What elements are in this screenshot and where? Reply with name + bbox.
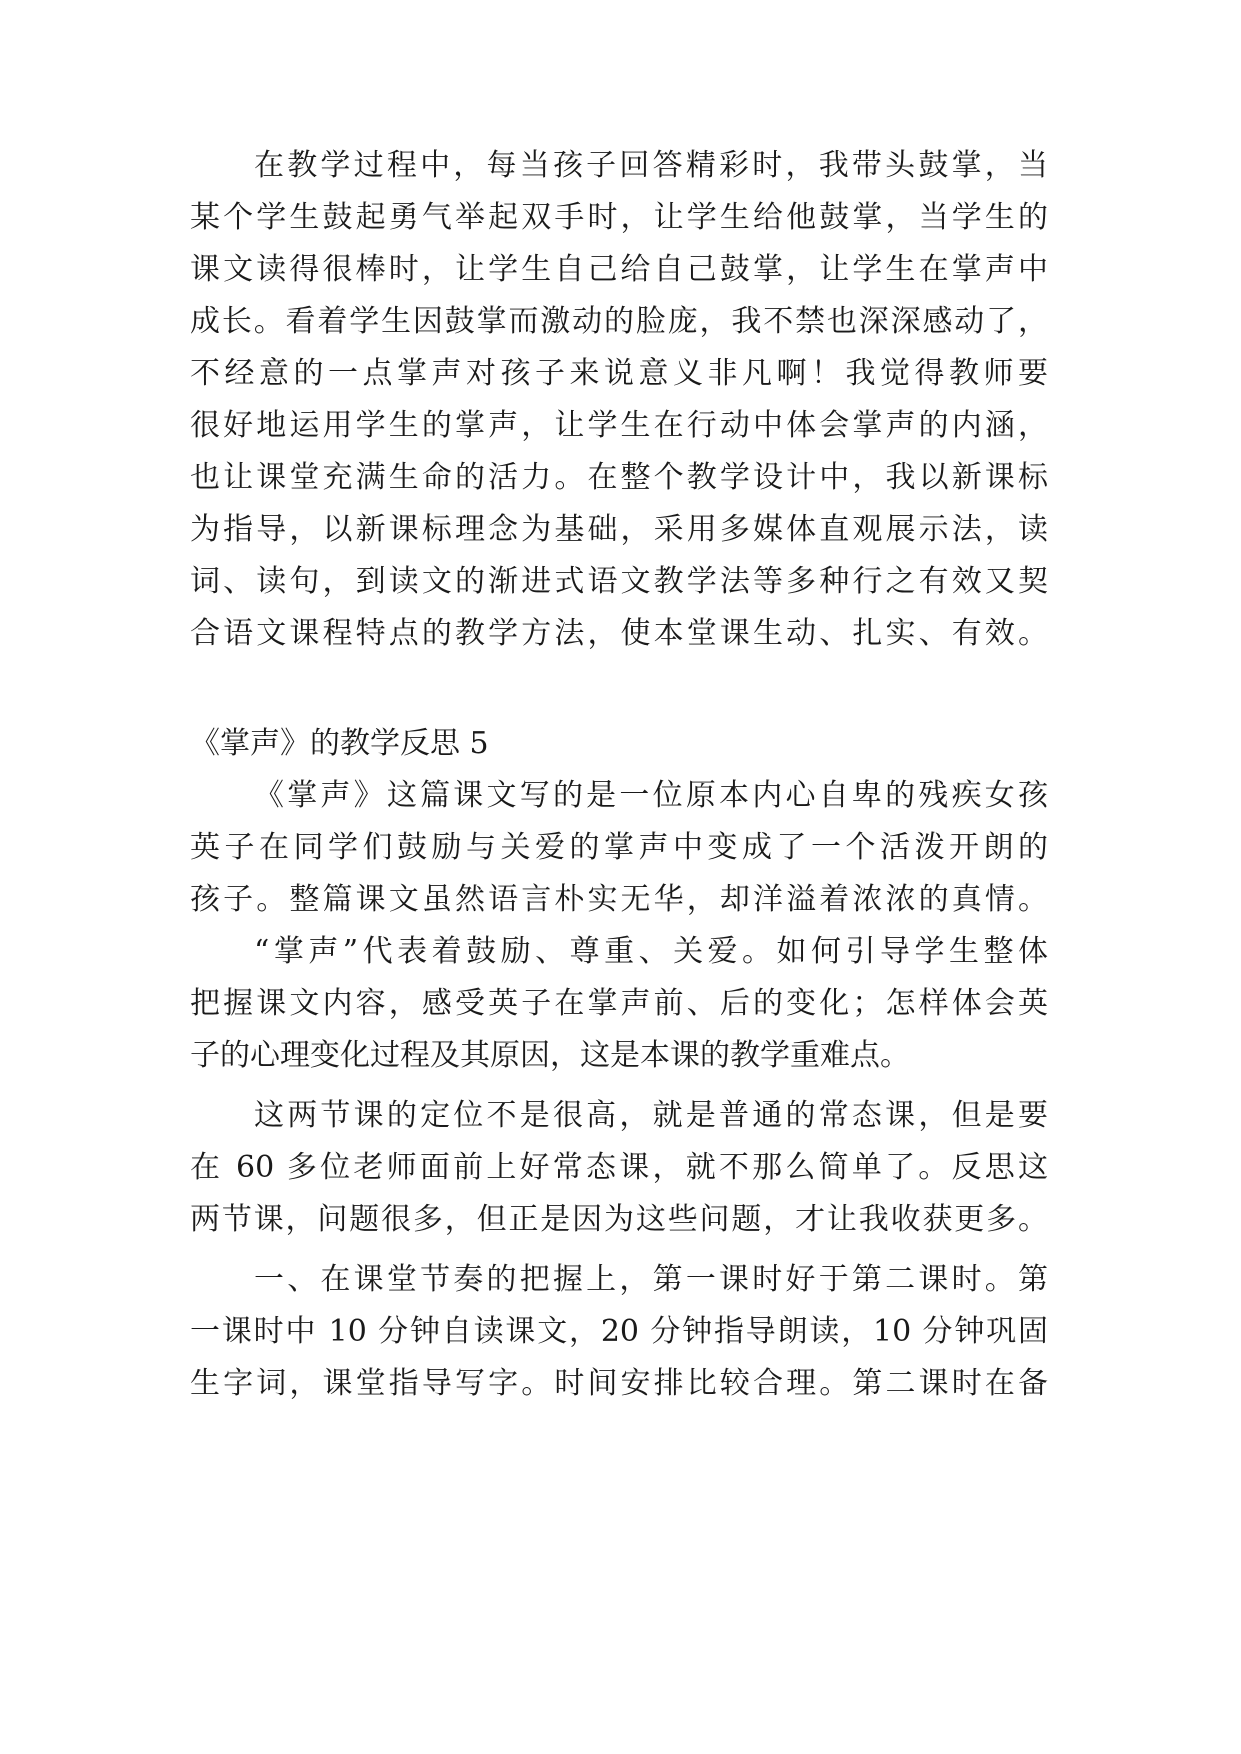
paragraph-line: 一课时中 10 分钟自读课文，20 分钟指导朗读，10 分钟巩固	[190, 1314, 1048, 1349]
paragraph-line: 把握课文内容，感受英子在掌声前、后的变化；怎样体会英	[190, 986, 1048, 1021]
paragraph-line: 词、读句，到读文的渐进式语文教学法等多种行之有效又契	[190, 564, 1048, 599]
paragraph-line: 这两节课的定位不是很高，就是普通的常态课，但是要	[254, 1098, 1048, 1133]
paragraph-line: 很好地运用学生的掌声，让学生在行动中体会掌声的内涵，	[190, 408, 1048, 443]
paragraph-line: 一、在课堂节奏的把握上，第一课时好于第二课时。第	[254, 1262, 1048, 1297]
paragraph-line: 不经意的一点掌声对孩子来说意义非凡啊！我觉得教师要	[190, 356, 1048, 391]
paragraph-line: 生字词，课堂指导写字。时间安排比较合理。第二课时在备	[190, 1366, 1048, 1401]
paragraph-line: 英子在同学们鼓励与关爱的掌声中变成了一个活泼开朗的	[190, 830, 1048, 865]
paragraph-line: 《掌声》这篇课文写的是一位原本内心自卑的残疾女孩	[254, 778, 1048, 813]
paragraph-line: “掌声”代表着鼓励、尊重、关爱。如何引导学生整体	[254, 934, 1048, 969]
paragraph-line: 在 60 多位老师面前上好常态课，就不那么简单了。反思这	[190, 1150, 1048, 1185]
paragraph-line: 也让课堂充满生命的活力。在整个教学设计中，我以新课标	[190, 460, 1048, 495]
paragraph-line: 子的心理变化过程及其原因，这是本课的教学重难点。	[190, 1038, 910, 1073]
section-title: 《掌声》的教学反思 5	[190, 726, 489, 761]
paragraph-line: 合语文课程特点的教学方法，使本堂课生动、扎实、有效。	[190, 616, 1048, 651]
paragraph-line: 某个学生鼓起勇气举起双手时，让学生给他鼓掌，当学生的	[190, 200, 1048, 235]
paragraph-line: 成长。看着学生因鼓掌而激动的脸庞，我不禁也深深感动了，	[190, 304, 1048, 339]
paragraph-line: 课文读得很棒时，让学生自己给自己鼓掌，让学生在掌声中	[190, 252, 1048, 287]
paragraph-line: 为指导，以新课标理念为基础，采用多媒体直观展示法，读	[190, 512, 1048, 547]
paragraph-line: 在教学过程中，每当孩子回答精彩时，我带头鼓掌，当	[254, 148, 1048, 183]
paragraph-line: 孩子。整篇课文虽然语言朴实无华，却洋溢着浓浓的真情。	[190, 882, 1048, 917]
paragraph-line: 两节课，问题很多，但正是因为这些问题，才让我收获更多。	[190, 1202, 1048, 1237]
